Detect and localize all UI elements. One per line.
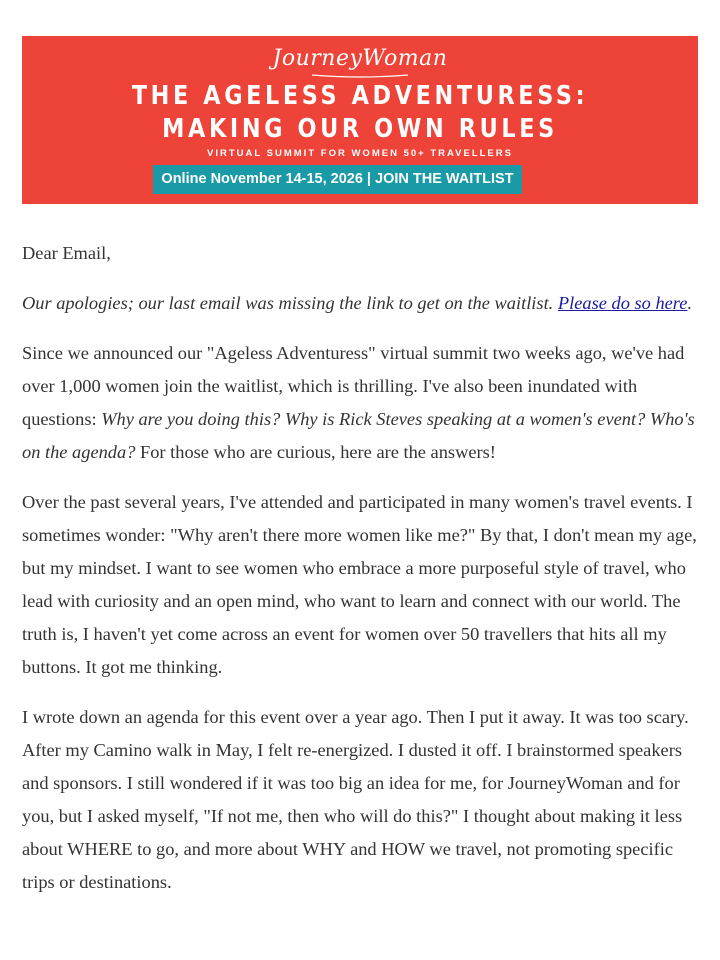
apology-end: . — [687, 293, 693, 313]
banner-subtitle: VIRTUAL SUMMIT FOR WOMEN 50+ TRAVELLERS — [207, 148, 513, 159]
paragraph-answers-end: For those who are curious, here are the answers! — [135, 442, 496, 462]
apology-paragraph — [22, 287, 702, 320]
banner-title-line-1: THE AGELESS ADVENTURESS: — [131, 81, 589, 111]
paragraph-answers — [22, 337, 702, 469]
paragraph-answers-intro: Since we announced our "Ageless Adventuress" virtual summit two weeks ago, we've had over 1,000 women join the waitlist, which is thrilling. I've also been inundated with questions: — [22, 343, 685, 429]
apology-text: Our apologies; our last email was missing the link to get on the waitlist. — [22, 293, 558, 313]
email-body — [22, 237, 702, 916]
banner-title-line-2: MAKING OUR OWN RULES — [162, 114, 558, 144]
paragraph-events: Over the past several years, I've attended and participated in many women's travel events. I sometimes wonder: "Why aren't there more women like me?" By that, I don't mean my age, but my mindset. I want to see women who embrace a more purposeful style of travel, who lead with curiosity and an open mind, who want to learn and connect with our world. The truth is, I haven't yet come across an event for women over 50 travellers that hits all my buttons. It got me thinking. — [22, 492, 697, 677]
journeywoman-logo: JourneyWoman — [272, 46, 448, 71]
join-waitlist-button[interactable]: Online November 14-15, 2026 | JOIN THE WAITLIST — [153, 165, 522, 194]
summit-banner[interactable] — [22, 36, 698, 204]
greeting: Dear Email, — [22, 243, 111, 263]
logo-swirl-icon — [22, 72, 698, 78]
questions-text: Why are you doing this? Why is Rick Steves speaking at a women's event? Who's on the agenda? — [22, 409, 695, 462]
paragraph-agenda: I wrote down an agenda for this event over a year ago. Then I put it away. It was too scary. After my Camino walk in May, I felt re-energized. I dusted it off. I brainstormed speakers and sponsors. I still wondered if it was too big an idea for me, for JourneyWoman and for you, but I asked myself, "If not me, then who will do this?" I thought about making it less about WHERE to go, and more about WHY and HOW we travel, not promoting specific trips or destinations. — [22, 707, 689, 892]
waitlist-link[interactable]: Please do so here — [557, 293, 688, 313]
